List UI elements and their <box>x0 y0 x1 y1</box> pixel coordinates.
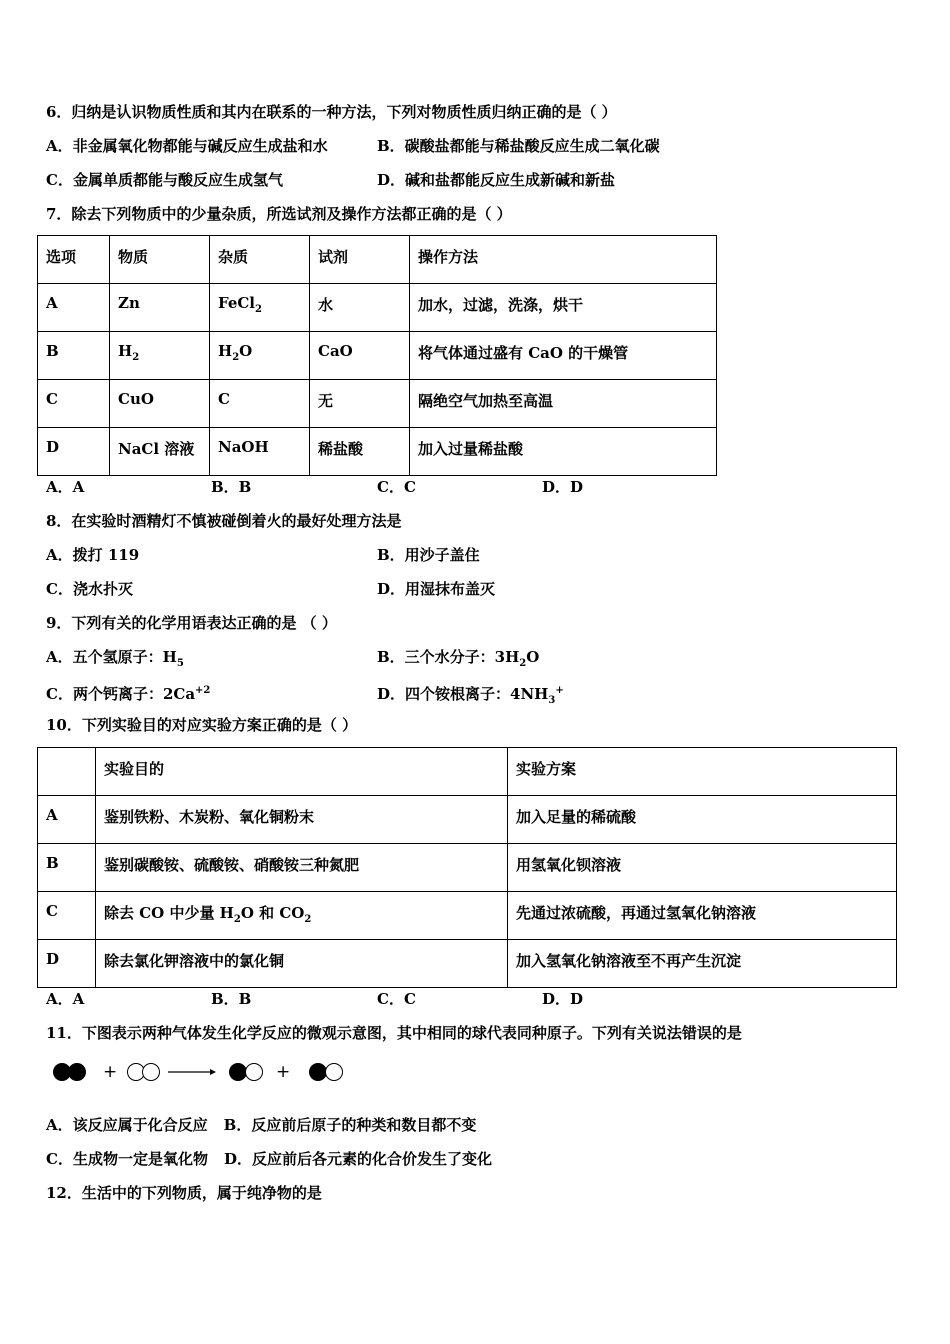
table-cell: B <box>38 844 96 892</box>
q11-option-a: A．该反应属于化合反应 <box>46 1116 208 1134</box>
q11-option-d: D．反应前后各元素的化合价发生了变化 <box>223 1150 492 1168</box>
dark-atom-icon <box>68 1063 86 1081</box>
table-header-cell: 物质 <box>110 236 210 284</box>
table-cell: 加入过量稀盐酸 <box>410 428 717 476</box>
plus-sign: + <box>103 1062 118 1082</box>
q7-table <box>37 235 717 476</box>
table-cell: 将气体通过盛有 CaO 的干燥管 <box>410 332 717 380</box>
table-cell: NaCl 溶液 <box>110 428 210 476</box>
q8-option-a: A．拨打 119 <box>46 546 140 564</box>
q7-option-d: D．D <box>542 478 584 496</box>
table-header-cell: 杂质 <box>210 236 310 284</box>
q8-stem: 8．在实验时酒精灯不慎被碰倒着火的最好处理方法是 <box>46 512 402 530</box>
light-atom-icon <box>245 1063 263 1081</box>
q11-option-b: B．反应前后原子的种类和数目都不变 <box>223 1116 477 1134</box>
q8-option-c: C．浇水扑灭 <box>46 580 133 598</box>
q7-option-c: C．C <box>377 478 416 496</box>
q6-option-d: D．碱和盐都能反应生成新碱和新盐 <box>377 171 616 189</box>
reaction-arrow-icon <box>168 1066 216 1078</box>
q7-stem: 7．除去下列物质中的少量杂质，所选试剂及操作方法都正确的是（ ） <box>46 205 512 223</box>
q6-option-c: C．金属单质都能与酸反应生成氢气 <box>46 171 283 189</box>
table-header-cell: 实验方案 <box>508 748 897 796</box>
q9-stem: 9．下列有关的化学用语表达正确的是 （ ） <box>46 614 337 632</box>
table-cell: $H_2O$ <box>210 332 310 380</box>
table-header-cell: 实验目的 <box>96 748 508 796</box>
table-row <box>38 380 717 428</box>
table-cell: Zn <box>110 284 210 332</box>
light-atom-icon <box>325 1063 343 1081</box>
table-row <box>38 332 717 380</box>
table-cell: CaO <box>310 332 410 380</box>
table-row <box>38 892 897 940</box>
q8-option-d: D．用湿抹布盖灭 <box>377 580 496 598</box>
q6-option-b: B．碳酸盐都能与稀盐酸反应生成二氧化碳 <box>377 137 660 155</box>
q6-stem: 6．归纳是认识物质性质和其内在联系的一种方法，下列对物质性质归纳正确的是（ ） <box>46 103 617 121</box>
q6-option-a: A．非金属氧化物都能与碱反应生成盐和水 <box>46 137 328 155</box>
q9-option-c: C．两个钙离子：$2Ca^{+2}$ <box>46 685 211 703</box>
table-cell: 除去氯化钾溶液中的氯化铜 <box>96 940 508 988</box>
table-header-cell <box>38 748 96 796</box>
table-cell: C <box>38 380 110 428</box>
table-header-cell: 试剂 <box>310 236 410 284</box>
light-atom-icon <box>142 1063 160 1081</box>
table-cell: 加入氢氧化钠溶液至不再产生沉淀 <box>508 940 897 988</box>
table-header-row <box>38 748 897 796</box>
table-cell: 水 <box>310 284 410 332</box>
q10-table <box>37 747 897 988</box>
table-cell: C <box>38 892 96 940</box>
plus-sign: + <box>276 1062 291 1082</box>
table-cell: 加入足量的稀硫酸 <box>508 796 897 844</box>
table-cell: 加水，过滤，洗涤，烘干 <box>410 284 717 332</box>
table-cell: A <box>38 796 96 844</box>
q11-option-c: C．生成物一定是氧化物 <box>46 1150 208 1168</box>
q9-option-a: A．五个氢原子：$H_5$ <box>46 648 184 669</box>
table-row <box>38 796 897 844</box>
table-cell: $H_2$ <box>110 332 210 380</box>
table-row <box>38 940 897 988</box>
q9-option-b: B．三个水分子：$3H_2O$ <box>377 648 540 669</box>
q10-option-b: B．B <box>211 990 252 1008</box>
table-cell: NaOH <box>210 428 310 476</box>
table-cell: C <box>210 380 310 428</box>
table-cell: FeCl$_2$ <box>210 284 310 332</box>
table-cell: CuO <box>110 380 210 428</box>
table-row <box>38 284 717 332</box>
table-cell: 除去 CO 中少量 $H_2O$ 和 $CO_2$ <box>96 892 508 940</box>
table-cell: 稀盐酸 <box>310 428 410 476</box>
table-header-cell: 选项 <box>38 236 110 284</box>
table-cell: 隔绝空气加热至高温 <box>410 380 717 428</box>
table-row <box>38 844 897 892</box>
q11-options-row2 <box>46 1149 492 1169</box>
table-cell: 无 <box>310 380 410 428</box>
q10-stem: 10．下列实验目的对应实验方案正确的是（ ） <box>46 716 358 734</box>
q11-stem: 11．下图表示两种气体发生化学反应的微观示意图，其中相同的球代表同种原子。下列有关说法错误的是 <box>46 1024 742 1042</box>
q9-option-d: D．四个铵根离子：$4NH_3^+$ <box>377 685 564 706</box>
table-cell: 鉴别碳酸铵、硫酸铵、硝酸铵三种氮肥 <box>96 844 508 892</box>
q10-option-c: C．C <box>377 990 416 1008</box>
table-cell: D <box>38 428 110 476</box>
table-header-cell: 操作方法 <box>410 236 717 284</box>
table-cell: 用氢氧化钡溶液 <box>508 844 897 892</box>
q8-option-b: B．用沙子盖住 <box>377 546 480 564</box>
q10-option-a: A．A <box>46 990 85 1008</box>
table-cell: 鉴别铁粉、木炭粉、氧化铜粉末 <box>96 796 508 844</box>
table-cell: 先通过浓硫酸，再通过氢氧化钠溶液 <box>508 892 897 940</box>
table-cell: B <box>38 332 110 380</box>
table-row <box>38 428 717 476</box>
q7-option-b: B．B <box>211 478 252 496</box>
q10-option-d: D．D <box>542 990 584 1008</box>
q7-option-a: A．A <box>46 478 85 496</box>
table-cell: A <box>38 284 110 332</box>
q11-options-row1 <box>46 1115 476 1135</box>
table-cell: D <box>38 940 96 988</box>
table-header-row <box>38 236 717 284</box>
q12-stem: 12．生活中的下列物质，属于纯净物的是 <box>46 1184 322 1202</box>
